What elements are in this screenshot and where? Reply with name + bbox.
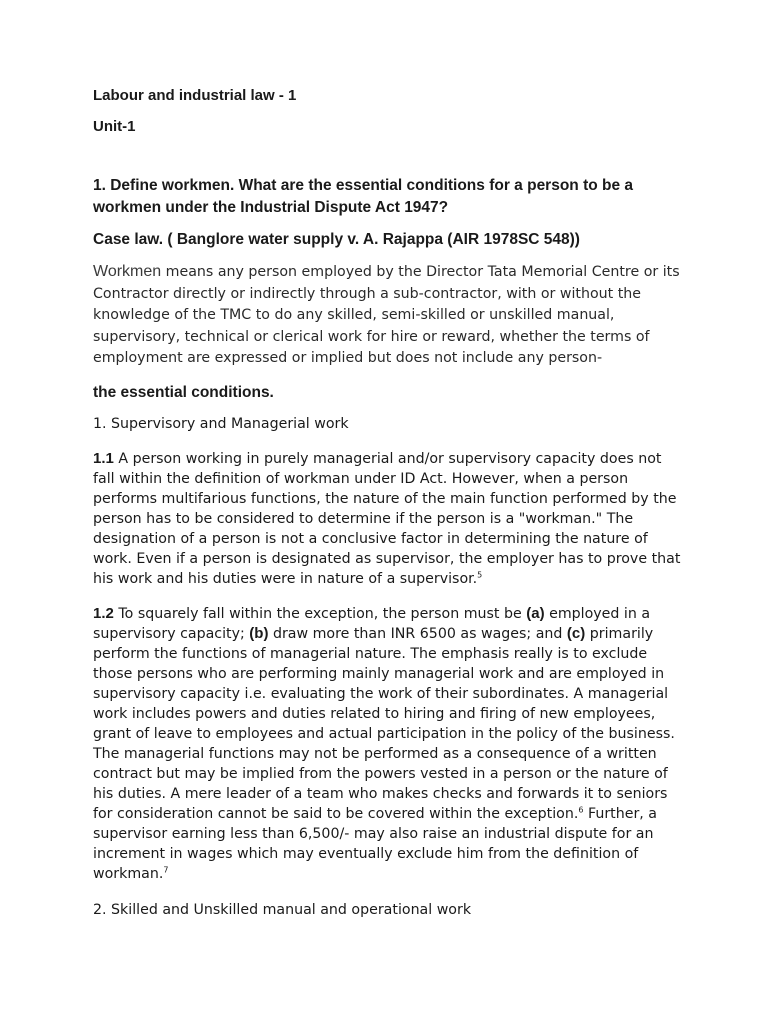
- case-law-heading: Case law. ( Banglore water supply v. A. Rajappa (AIR 1978SC 548)): [93, 231, 580, 248]
- paragraph-1-2: [93, 604, 683, 884]
- document-title: Labour and industrial law - 1: [93, 87, 297, 104]
- subheading-skilled: 2. Skilled and Unskilled manual and operational work: [93, 901, 472, 918]
- paragraph-text: To squarely fall within the exception, the person must be: [113, 605, 527, 622]
- footnote-ref-5[interactable]: 5: [477, 569, 483, 579]
- paragraph-number: 1.2: [93, 604, 114, 622]
- document-page: [93, 86, 683, 920]
- unit-heading: Unit-1: [93, 118, 136, 135]
- workmen-definition: [93, 261, 683, 370]
- conditions-heading: the essential conditions.: [93, 383, 274, 401]
- subheading-supervisory: 1. Supervisory and Managerial work: [93, 415, 349, 432]
- definition-text: means any person employed by the Director Tata Memorial Centre or its Contractor directly or indirectly through a sub-contractor, with or without the knowledge of the TMC to do any skilled, semi-skilled or unskilled manual, supervisory, technical or clerical work for hire or reward, whether the terms of employment are expressed or implied but does not include any person-: [93, 264, 680, 366]
- paragraph-1-1: [93, 449, 683, 589]
- paragraph-text: A person working in purely managerial and/or supervisory capacity does not fall within the definition of workman under ID Act. However, when a person performs multifarious functions, the nature of the main function performed by the person has to be considered to determine if the person is a "workman." The designation of a person is not a conclusive factor in determining the nature of work. Even if a person is designated as supervisor, the employer has to prove that his work and his duties were in nature of a supervisor.: [93, 450, 681, 587]
- question-heading: 1. Define workmen. What are the essential conditions for a person to be a workmen under the Industrial Dispute Act 1947?: [93, 177, 634, 216]
- clause-a-label: (a): [526, 604, 545, 622]
- paragraph-number: 1.1: [93, 449, 114, 467]
- paragraph-tail: Further, a supervisor earning less than 6,500/- may also raise an industrial dispute for an increment in wages which may eventually exclude him from the definition of workman.: [93, 805, 657, 882]
- clause-c-label: (c): [566, 624, 586, 642]
- footnote-ref-6[interactable]: 6: [578, 804, 584, 814]
- clause-b-text: draw more than INR 6500 as wages; and: [268, 625, 567, 642]
- definition-lead: Workmen: [93, 263, 162, 280]
- clause-b-label: (b): [249, 624, 269, 642]
- clause-a-text: employed in a supervisory capacity;: [93, 605, 651, 642]
- clause-c-text: primarily perform the functions of managerial nature. The emphasis really is to exclude those persons who are performing mainly managerial work and are employed in supervisory capacity i.e. evaluating the work of their subordinates. A managerial work includes powers and duties related to hiring and firing of new employees, grant of leave to employees and actual participation in the policy of the business. The managerial functions may not be performed as a consequence of a written contract but may be implied from the powers vested in a person or the nature of his duties. A mere leader of a team who makes checks and forwards it to seniors for consideration cannot be said to be covered within the exception.: [93, 625, 675, 822]
- footnote-ref-7[interactable]: 7: [163, 864, 169, 874]
